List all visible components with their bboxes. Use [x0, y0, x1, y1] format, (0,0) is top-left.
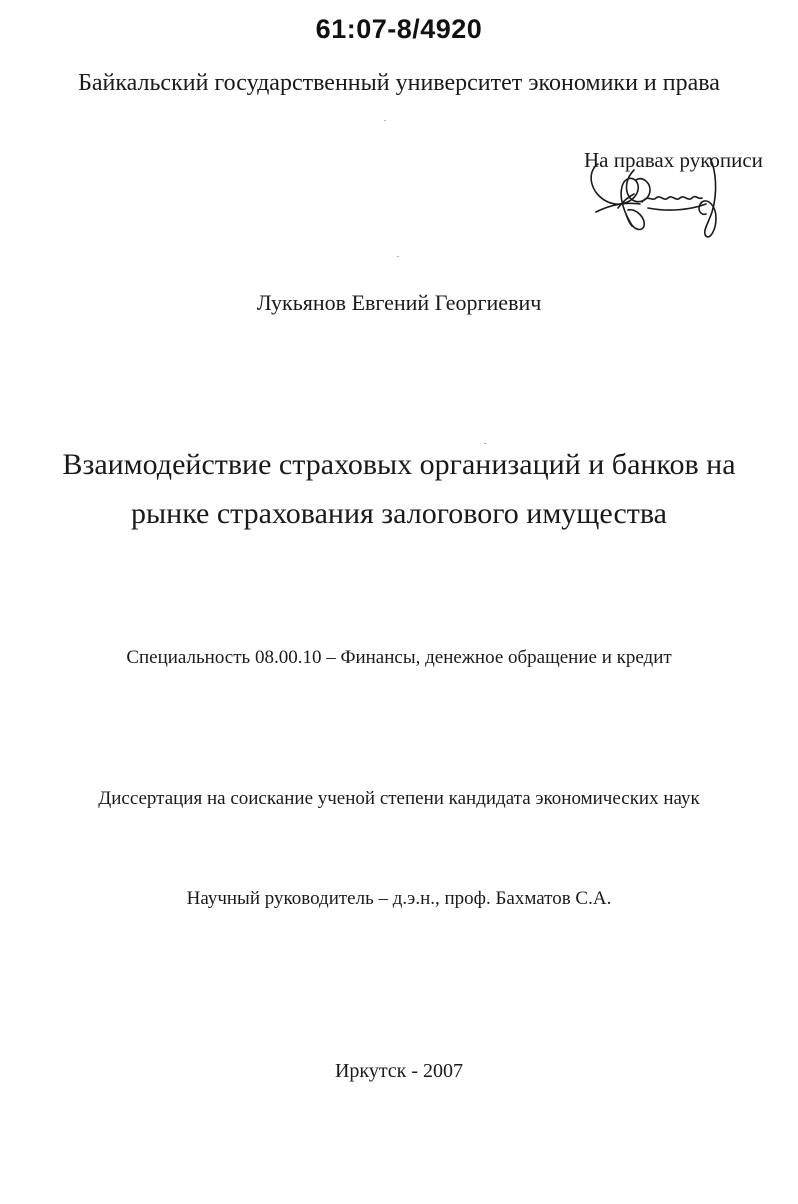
- specialty-line: Специальность 08.00.10 – Финансы, денежное обращение и кредит: [126, 647, 672, 668]
- scan-speck: [484, 443, 486, 444]
- thesis-title-line2: рынке страхования залогового имущества: [130, 497, 667, 530]
- manuscript-rights-note: На правах рукописи: [584, 148, 763, 172]
- thesis-title-line1: Взаимодействие страховых организаций и банков на: [62, 448, 736, 481]
- degree-line: Диссертация на соискание ученой степени кандидата экономических наук: [98, 788, 700, 809]
- city-year: Иркутск - 2007: [334, 1060, 464, 1082]
- author-signature: [578, 150, 728, 242]
- university-name: Байкальский государственный университет экономики и права: [78, 70, 720, 96]
- archive-code: 61:07-8/4920: [315, 14, 483, 44]
- author-name: Лукьянов Евгений Георгиевич: [256, 290, 542, 315]
- scan-speck: [397, 256, 399, 257]
- supervisor-line: Научный руководитель – д.э.н., проф. Бахматов С.А.: [186, 888, 612, 909]
- scan-speck: [384, 120, 386, 121]
